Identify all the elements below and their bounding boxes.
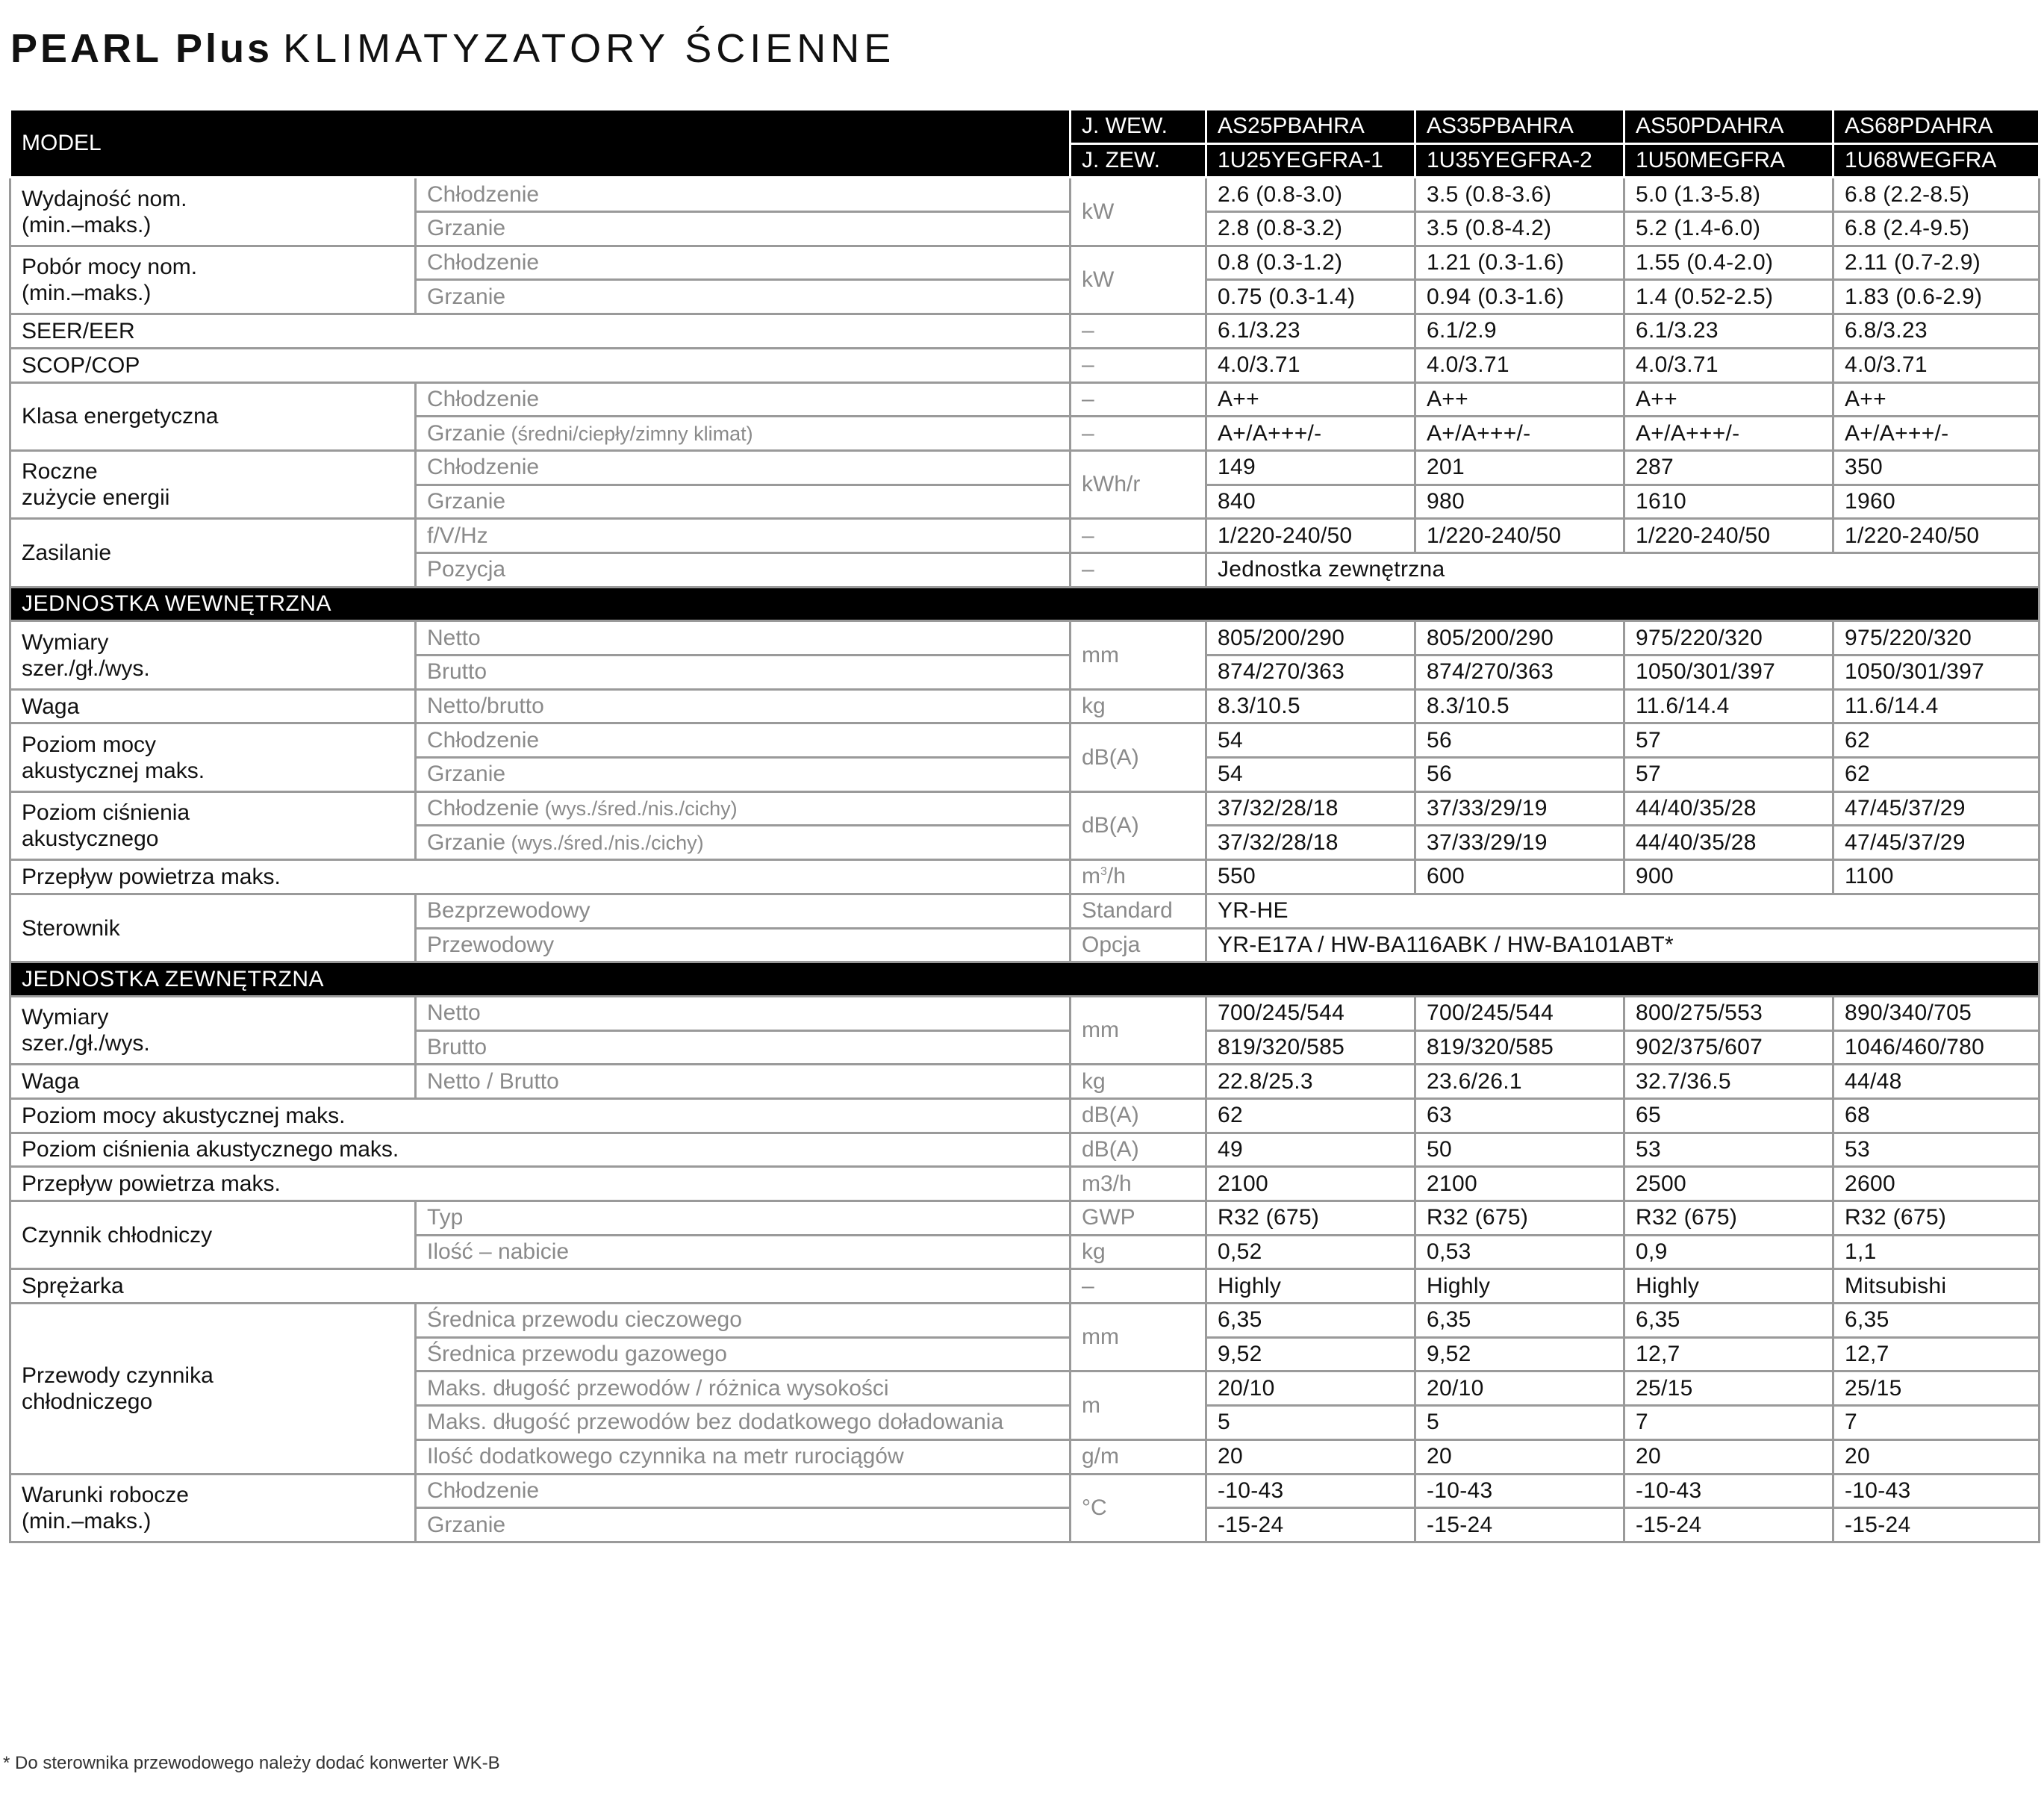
value-cell: 11.6/14.4 bbox=[1833, 689, 2040, 723]
indoor-section-title: JEDNOSTKA WEWNĘTRZNA bbox=[10, 587, 2040, 621]
unit-cell bbox=[1071, 860, 1206, 894]
unit-cell: mm bbox=[1071, 1304, 1206, 1371]
outdoor-model-2: 1U35YEGFRA-2 bbox=[1415, 143, 1624, 178]
value-cell: 800/275/553 bbox=[1624, 996, 1833, 1030]
table-row bbox=[10, 519, 2040, 553]
table-row bbox=[10, 689, 2040, 723]
value-cell: 975/220/320 bbox=[1833, 621, 2040, 656]
value-cell: 550 bbox=[1206, 860, 1415, 894]
outdoor-model-3: 1U50MEGFRA bbox=[1624, 143, 1833, 178]
unit-cell: °C bbox=[1071, 1474, 1206, 1542]
table-row bbox=[10, 382, 2040, 417]
value-cell: 149 bbox=[1206, 450, 1415, 485]
model-label: MODEL bbox=[10, 110, 1071, 178]
indoor-dimensions-label bbox=[10, 621, 416, 689]
value-cell: 0,53 bbox=[1415, 1235, 1624, 1269]
value-cell: 53 bbox=[1833, 1133, 2040, 1167]
value-cell: 1/220-240/50 bbox=[1624, 519, 1833, 553]
value-cell: 32.7/36.5 bbox=[1624, 1065, 1833, 1099]
supply-label: Zasilanie bbox=[10, 519, 416, 587]
brand-name: PEARL Plus bbox=[10, 26, 273, 71]
value-cell: 0.75 (0.3-1.4) bbox=[1206, 280, 1415, 314]
sub-label: Ilość – nabicie bbox=[416, 1235, 1071, 1269]
footnote: * Do sterownika przewodowego należy dodać konwerter WK-B bbox=[3, 1753, 500, 1773]
page-title bbox=[10, 22, 895, 75]
value-cell: 44/40/35/28 bbox=[1624, 791, 1833, 826]
sub-label bbox=[416, 791, 1071, 826]
unit-cell: m bbox=[1071, 1371, 1206, 1439]
sub-label: Grzanie bbox=[416, 485, 1071, 519]
unit-suffix: /h bbox=[1106, 864, 1126, 889]
sub-label: Chłodzenie bbox=[416, 246, 1071, 280]
value-cell: 56 bbox=[1415, 758, 1624, 792]
row-label: Warunki robocze bbox=[22, 1482, 189, 1507]
value-cell: 6.1/3.23 bbox=[1624, 314, 1833, 349]
value-cell: 20/10 bbox=[1415, 1371, 1624, 1406]
sub-label: Grzanie bbox=[416, 758, 1071, 792]
sub-label: Chłodzenie bbox=[416, 382, 1071, 417]
sub-label: Netto/brutto bbox=[416, 689, 1071, 723]
value-cell: 22.8/25.3 bbox=[1206, 1065, 1415, 1099]
value-cell: A+/A+++/- bbox=[1833, 417, 2040, 451]
value-cell: 37/32/28/18 bbox=[1206, 826, 1415, 860]
value-cell: 63 bbox=[1415, 1098, 1624, 1133]
indoor-weight-label: Waga bbox=[10, 689, 416, 723]
value-cell: 5.0 (1.3-5.8) bbox=[1624, 178, 1833, 212]
seer-label: SEER/EER bbox=[10, 314, 1071, 349]
value-cell: Highly bbox=[1624, 1269, 1833, 1304]
table-row bbox=[10, 1133, 2040, 1167]
value-cell: A++ bbox=[1833, 382, 2040, 417]
table-row bbox=[10, 314, 2040, 349]
sub-label: Średnica przewodu gazowego bbox=[416, 1337, 1071, 1371]
value-cell: 1610 bbox=[1624, 485, 1833, 519]
value-cell: 44/40/35/28 bbox=[1624, 826, 1833, 860]
value-cell: 49 bbox=[1206, 1133, 1415, 1167]
row-label: Wymiary bbox=[22, 1005, 109, 1030]
row-label: szer./gł./wys. bbox=[22, 656, 150, 681]
value-cell: 62 bbox=[1833, 723, 2040, 758]
unit-base: m bbox=[1082, 864, 1100, 889]
sub-label: Brutto bbox=[416, 656, 1071, 690]
table-row bbox=[10, 723, 2040, 758]
value-cell: 47/45/37/29 bbox=[1833, 791, 2040, 826]
indoor-sound-pressure-label bbox=[10, 791, 416, 859]
table-row bbox=[10, 1304, 2040, 1338]
row-label: Wymiary bbox=[22, 629, 109, 655]
value-cell: 7 bbox=[1624, 1406, 1833, 1440]
indoor-sound-power-label bbox=[10, 723, 416, 791]
indoor-model-3: AS50PDAHRA bbox=[1624, 110, 1833, 144]
value-cell: R32 (675) bbox=[1833, 1201, 2040, 1236]
table-row bbox=[10, 1269, 2040, 1304]
sub-label: Netto bbox=[416, 996, 1071, 1030]
value-cell: 62 bbox=[1833, 758, 2040, 792]
value-cell: 287 bbox=[1624, 450, 1833, 485]
value-cell: -10-43 bbox=[1833, 1474, 2040, 1508]
value-cell: 25/15 bbox=[1833, 1371, 2040, 1406]
sub-label: Grzanie bbox=[416, 212, 1071, 246]
sub-label: Typ bbox=[416, 1201, 1071, 1236]
value-cell: 4.0/3.71 bbox=[1206, 348, 1415, 382]
value-cell: -15-24 bbox=[1206, 1508, 1415, 1542]
table-row bbox=[10, 246, 2040, 280]
value-cell: 975/220/320 bbox=[1624, 621, 1833, 656]
sub-label: Grzanie bbox=[416, 1508, 1071, 1542]
unit-cell: – bbox=[1071, 519, 1206, 553]
outdoor-model-1: 1U25YEGFRA-1 bbox=[1206, 143, 1415, 178]
value-cell: 700/245/544 bbox=[1415, 996, 1624, 1030]
unit-cell: kW bbox=[1071, 246, 1206, 314]
table-row bbox=[10, 450, 2040, 485]
value-cell: 12,7 bbox=[1833, 1337, 2040, 1371]
value-cell: Mitsubishi bbox=[1833, 1269, 2040, 1304]
table-row bbox=[10, 1474, 2040, 1508]
unit-cell: – bbox=[1071, 314, 1206, 349]
table-row bbox=[10, 1098, 2040, 1133]
sub-label: Maks. długość przewodów / różnica wysokości bbox=[416, 1371, 1071, 1406]
table-row bbox=[10, 621, 2040, 656]
row-label: Przewody czynnika bbox=[22, 1363, 214, 1388]
value-cell: 700/245/544 bbox=[1206, 996, 1415, 1030]
value-cell: 56 bbox=[1415, 723, 1624, 758]
power-label bbox=[10, 246, 416, 314]
value-cell: 805/200/290 bbox=[1206, 621, 1415, 656]
energy-class-label: Klasa energetyczna bbox=[10, 382, 416, 450]
value-cell: 37/33/29/19 bbox=[1415, 791, 1624, 826]
value-cell: 0.94 (0.3-1.6) bbox=[1415, 280, 1624, 314]
piping-label bbox=[10, 1304, 416, 1474]
outdoor-weight-label: Waga bbox=[10, 1065, 416, 1099]
value-cell: -15-24 bbox=[1833, 1508, 2040, 1542]
value-cell: Highly bbox=[1415, 1269, 1624, 1304]
table-row bbox=[10, 1201, 2040, 1236]
capacity-label bbox=[10, 178, 416, 246]
value-cell: 20/10 bbox=[1206, 1371, 1415, 1406]
value-cell: 57 bbox=[1624, 758, 1833, 792]
unit-cell: kg bbox=[1071, 1235, 1206, 1269]
value-cell: 874/270/363 bbox=[1206, 656, 1415, 690]
unit-cell: dB(A) bbox=[1071, 1098, 1206, 1133]
value-cell: 54 bbox=[1206, 758, 1415, 792]
row-label-note: (min.–maks.) bbox=[22, 1508, 152, 1533]
compressor-label: Sprężarka bbox=[10, 1269, 1071, 1304]
value-cell: 1,1 bbox=[1833, 1235, 2040, 1269]
unit-cell: – bbox=[1071, 552, 1206, 587]
value-cell: 20 bbox=[1833, 1439, 2040, 1474]
value-cell: 0,52 bbox=[1206, 1235, 1415, 1269]
value-cell: A+/A+++/- bbox=[1415, 417, 1624, 451]
value-cell: 1.21 (0.3-1.6) bbox=[1415, 246, 1624, 280]
section-header-row bbox=[10, 962, 2040, 997]
value-cell: 1100 bbox=[1833, 860, 2040, 894]
value-cell: 0.8 (0.3-1.2) bbox=[1206, 246, 1415, 280]
outdoor-sound-power-label: Poziom mocy akustycznej maks. bbox=[10, 1098, 1071, 1133]
value-cell: A+/A+++/- bbox=[1206, 417, 1415, 451]
value-cell: 20 bbox=[1206, 1439, 1415, 1474]
value-cell: 25/15 bbox=[1624, 1371, 1833, 1406]
value-cell: YR-HE bbox=[1206, 894, 2040, 928]
sub-label: Chłodzenie bbox=[416, 1474, 1071, 1508]
unit-cell: mm bbox=[1071, 996, 1206, 1064]
value-cell: 37/33/29/19 bbox=[1415, 826, 1624, 860]
value-cell: 6,35 bbox=[1206, 1304, 1415, 1338]
table-row bbox=[10, 178, 2040, 212]
value-cell: -15-24 bbox=[1624, 1508, 1833, 1542]
value-cell: 44/48 bbox=[1833, 1065, 2040, 1099]
value-cell: 7 bbox=[1833, 1406, 2040, 1440]
sub-label-suffix: (średni/ciepły/zimny klimat) bbox=[505, 422, 753, 445]
value-cell: 900 bbox=[1624, 860, 1833, 894]
unit-cell: – bbox=[1071, 382, 1206, 417]
annual-energy-label bbox=[10, 450, 416, 518]
sub-label-main: Grzanie bbox=[427, 829, 506, 855]
unit-cell: dB(A) bbox=[1071, 791, 1206, 859]
value-cell: -10-43 bbox=[1624, 1474, 1833, 1508]
spec-table bbox=[9, 108, 2040, 1543]
sub-label: Netto / Brutto bbox=[416, 1065, 1071, 1099]
value-cell: 6.1/2.9 bbox=[1415, 314, 1624, 349]
table-row bbox=[10, 1167, 2040, 1201]
table-row bbox=[10, 791, 2040, 826]
value-cell: 50 bbox=[1415, 1133, 1624, 1167]
indoor-airflow-label: Przepływ powietrza maks. bbox=[10, 860, 1071, 894]
value-cell: Jednostka zewnętrzna bbox=[1206, 552, 2040, 587]
value-cell: 9,52 bbox=[1415, 1337, 1624, 1371]
row-label: szer./gł./wys. bbox=[22, 1031, 150, 1056]
value-cell: 37/32/28/18 bbox=[1206, 791, 1415, 826]
unit-cell: – bbox=[1071, 1269, 1206, 1304]
value-cell: 3.5 (0.8-4.2) bbox=[1415, 212, 1624, 246]
indoor-model-2: AS35PBAHRA bbox=[1415, 110, 1624, 144]
table-row bbox=[10, 894, 2040, 928]
unit-cell: kWh/r bbox=[1071, 450, 1206, 518]
value-cell: YR-E17A / HW-BA116ABK / HW-BA101ABT* bbox=[1206, 928, 2040, 962]
row-label-note: (min.–maks.) bbox=[22, 212, 152, 237]
row-label: akustycznej maks. bbox=[22, 758, 205, 783]
table-row bbox=[10, 996, 2040, 1030]
indoor-model-4: AS68PDAHRA bbox=[1833, 110, 2040, 144]
value-cell: 6.8 (2.2-8.5) bbox=[1833, 178, 2040, 212]
value-cell: 1050/301/397 bbox=[1833, 656, 2040, 690]
value-cell: 805/200/290 bbox=[1415, 621, 1624, 656]
operating-label bbox=[10, 1474, 416, 1542]
value-cell: -10-43 bbox=[1206, 1474, 1415, 1508]
value-cell: 12,7 bbox=[1624, 1337, 1833, 1371]
value-cell: A+/A+++/- bbox=[1624, 417, 1833, 451]
value-cell: R32 (675) bbox=[1415, 1201, 1624, 1236]
refrigerant-label: Czynnik chłodniczy bbox=[10, 1201, 416, 1269]
value-cell: 62 bbox=[1206, 1098, 1415, 1133]
value-cell: 3.5 (0.8-3.6) bbox=[1415, 178, 1624, 212]
value-cell: -15-24 bbox=[1415, 1508, 1624, 1542]
scop-label: SCOP/COP bbox=[10, 348, 1071, 382]
sub-label-suffix: (wys./śred./nis./cichy) bbox=[505, 831, 704, 854]
value-cell: 6.1/3.23 bbox=[1206, 314, 1415, 349]
value-cell: 68 bbox=[1833, 1098, 2040, 1133]
value-cell: 5 bbox=[1415, 1406, 1624, 1440]
unit-cell: – bbox=[1071, 417, 1206, 451]
value-cell: 819/320/585 bbox=[1206, 1030, 1415, 1065]
value-cell: R32 (675) bbox=[1206, 1201, 1415, 1236]
outdoor-sound-pressure-label: Poziom ciśnienia akustycznego maks. bbox=[10, 1133, 1071, 1167]
value-cell: 6.8 (2.4-9.5) bbox=[1833, 212, 2040, 246]
sub-label: Pozycja bbox=[416, 552, 1071, 587]
table-row bbox=[10, 348, 2040, 382]
sub-label: f/V/Hz bbox=[416, 519, 1071, 553]
outdoor-section-title: JEDNOSTKA ZEWNĘTRZNA bbox=[10, 962, 2040, 997]
value-cell: 2500 bbox=[1624, 1167, 1833, 1201]
value-cell: A++ bbox=[1206, 382, 1415, 417]
value-cell: 600 bbox=[1415, 860, 1624, 894]
value-cell: 2100 bbox=[1206, 1167, 1415, 1201]
value-cell: 1960 bbox=[1833, 485, 2040, 519]
value-cell: 2600 bbox=[1833, 1167, 2040, 1201]
value-cell: 6,35 bbox=[1624, 1304, 1833, 1338]
unit-cell: g/m bbox=[1071, 1439, 1206, 1474]
unit-cell: – bbox=[1071, 348, 1206, 382]
value-cell: A++ bbox=[1624, 382, 1833, 417]
value-cell: A++ bbox=[1415, 382, 1624, 417]
value-cell: -10-43 bbox=[1415, 1474, 1624, 1508]
value-cell: 1050/301/397 bbox=[1624, 656, 1833, 690]
value-cell: 8.3/10.5 bbox=[1415, 689, 1624, 723]
value-cell: 8.3/10.5 bbox=[1206, 689, 1415, 723]
value-cell: 5 bbox=[1206, 1406, 1415, 1440]
row-label-note: (min.–maks.) bbox=[22, 280, 152, 305]
row-label: Poziom mocy bbox=[22, 732, 157, 757]
value-cell: 53 bbox=[1624, 1133, 1833, 1167]
sub-label: Grzanie bbox=[416, 280, 1071, 314]
value-cell: 2.8 (0.8-3.2) bbox=[1206, 212, 1415, 246]
sub-label-suffix: (wys./śred./nis./cichy) bbox=[539, 797, 738, 821]
outdoor-dimensions-label bbox=[10, 996, 416, 1064]
unit-cell: kW bbox=[1071, 178, 1206, 246]
unit-cell: Opcja bbox=[1071, 928, 1206, 962]
value-cell: 6.8/3.23 bbox=[1833, 314, 2040, 349]
row-label: zużycie energii bbox=[22, 485, 170, 511]
value-cell: 819/320/585 bbox=[1415, 1030, 1624, 1065]
indoor-model-1: AS25PBAHRA bbox=[1206, 110, 1415, 144]
table-row bbox=[10, 860, 2040, 894]
value-cell: 4.0/3.71 bbox=[1415, 348, 1624, 382]
row-label: Roczne bbox=[22, 459, 98, 485]
unit-cell: mm bbox=[1071, 621, 1206, 689]
value-cell: 65 bbox=[1624, 1098, 1833, 1133]
value-cell: 980 bbox=[1415, 485, 1624, 519]
value-cell: 201 bbox=[1415, 450, 1624, 485]
sub-label: Maks. długość przewodów bez dodatkowego doładowania bbox=[416, 1406, 1071, 1440]
unit-cell: GWP bbox=[1071, 1201, 1206, 1236]
value-cell: 2.11 (0.7-2.9) bbox=[1833, 246, 2040, 280]
value-cell: 2.6 (0.8-3.0) bbox=[1206, 178, 1415, 212]
value-cell: Highly bbox=[1206, 1269, 1415, 1304]
sub-label bbox=[416, 826, 1071, 860]
sub-label: Średnica przewodu cieczowego bbox=[416, 1304, 1071, 1338]
value-cell: R32 (675) bbox=[1624, 1201, 1833, 1236]
value-cell: 350 bbox=[1833, 450, 2040, 485]
sub-label: Netto bbox=[416, 621, 1071, 656]
value-cell: 9,52 bbox=[1206, 1337, 1415, 1371]
value-cell: 11.6/14.4 bbox=[1624, 689, 1833, 723]
controller-label: Sterownik bbox=[10, 894, 416, 962]
header-row-indoor bbox=[10, 110, 2040, 144]
value-cell: 1.4 (0.52-2.5) bbox=[1624, 280, 1833, 314]
value-cell: 4.0/3.71 bbox=[1833, 348, 2040, 382]
sub-label: Bezprzewodowy bbox=[416, 894, 1071, 928]
value-cell: 6,35 bbox=[1415, 1304, 1624, 1338]
product-category: KLIMATYZATORY ŚCIENNE bbox=[283, 26, 896, 71]
row-label: chłodniczego bbox=[22, 1389, 153, 1414]
value-cell: 47/45/37/29 bbox=[1833, 826, 2040, 860]
sub-label: Chłodzenie bbox=[416, 723, 1071, 758]
indoor-unit-label: J. WEW. bbox=[1071, 110, 1206, 144]
value-cell: 57 bbox=[1624, 723, 1833, 758]
section-header-row bbox=[10, 587, 2040, 621]
value-cell: 1.83 (0.6-2.9) bbox=[1833, 280, 2040, 314]
value-cell: 20 bbox=[1415, 1439, 1624, 1474]
value-cell: 840 bbox=[1206, 485, 1415, 519]
unit-cell: m3/h bbox=[1071, 1167, 1206, 1201]
value-cell: 874/270/363 bbox=[1415, 656, 1624, 690]
table-row bbox=[10, 1065, 2040, 1099]
sub-label: Brutto bbox=[416, 1030, 1071, 1065]
value-cell: 23.6/26.1 bbox=[1415, 1065, 1624, 1099]
sub-label-main: Grzanie bbox=[427, 420, 506, 446]
unit-superscript: 3 bbox=[1100, 865, 1107, 879]
value-cell: 902/375/607 bbox=[1624, 1030, 1833, 1065]
unit-cell: dB(A) bbox=[1071, 723, 1206, 791]
sub-label: Ilość dodatkowego czynnika na metr rurociągów bbox=[416, 1439, 1071, 1474]
value-cell: 890/340/705 bbox=[1833, 996, 2040, 1030]
value-cell: 1/220-240/50 bbox=[1833, 519, 2040, 553]
value-cell: 6,35 bbox=[1833, 1304, 2040, 1338]
value-cell: 1/220-240/50 bbox=[1415, 519, 1624, 553]
value-cell: 5.2 (1.4-6.0) bbox=[1624, 212, 1833, 246]
sub-label-main: Chłodzenie bbox=[427, 796, 540, 821]
sub-label: Chłodzenie bbox=[416, 450, 1071, 485]
value-cell: 1/220-240/50 bbox=[1206, 519, 1415, 553]
outdoor-model-4: 1U68WEGFRA bbox=[1833, 143, 2040, 178]
sub-label bbox=[416, 417, 1071, 451]
value-cell: 4.0/3.71 bbox=[1624, 348, 1833, 382]
row-label: Poziom ciśnienia bbox=[22, 800, 190, 825]
value-cell: 54 bbox=[1206, 723, 1415, 758]
sub-label: Chłodzenie bbox=[416, 178, 1071, 212]
value-cell: 20 bbox=[1624, 1439, 1833, 1474]
row-label: akustycznego bbox=[22, 826, 159, 851]
unit-cell: Standard bbox=[1071, 894, 1206, 928]
value-cell: 1.55 (0.4-2.0) bbox=[1624, 246, 1833, 280]
row-label: Wydajność nom. bbox=[22, 186, 187, 211]
unit-cell: dB(A) bbox=[1071, 1133, 1206, 1167]
unit-cell: kg bbox=[1071, 1065, 1206, 1099]
outdoor-unit-label: J. ZEW. bbox=[1071, 143, 1206, 178]
unit-cell: kg bbox=[1071, 689, 1206, 723]
outdoor-airflow-label: Przepływ powietrza maks. bbox=[10, 1167, 1071, 1201]
value-cell: 0,9 bbox=[1624, 1235, 1833, 1269]
value-cell: 2100 bbox=[1415, 1167, 1624, 1201]
sub-label: Przewodowy bbox=[416, 928, 1071, 962]
value-cell: 1046/460/780 bbox=[1833, 1030, 2040, 1065]
row-label: Pobór mocy nom. bbox=[22, 254, 198, 279]
